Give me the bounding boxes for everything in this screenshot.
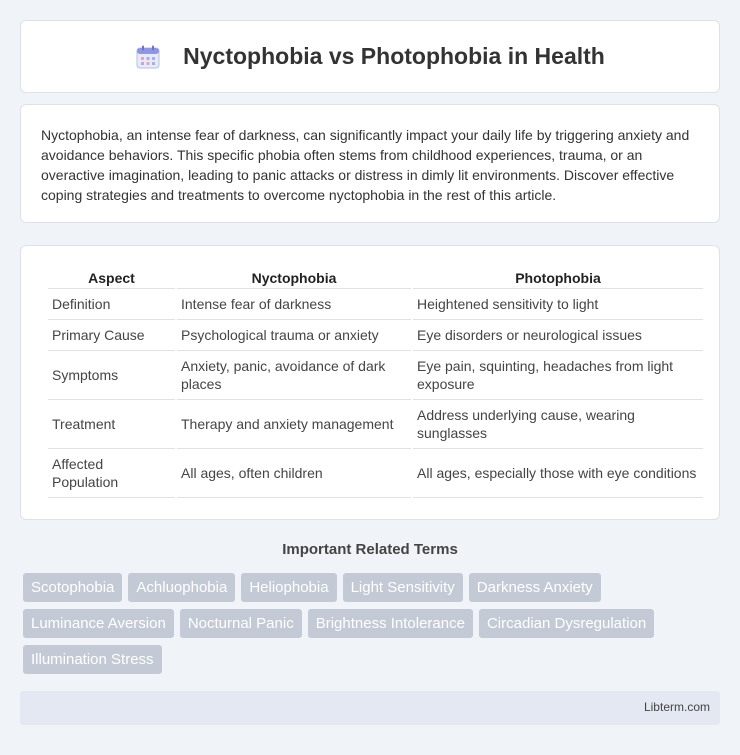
related-term-tag[interactable]: Darkness Anxiety xyxy=(469,573,601,602)
title-card xyxy=(20,20,720,93)
table-cell: Definition xyxy=(48,289,175,320)
table-row xyxy=(48,320,703,351)
comparison-table xyxy=(46,266,705,498)
header-nyctophobia: Nyctophobia xyxy=(177,266,411,289)
related-term-tag[interactable]: Illumination Stress xyxy=(23,645,162,674)
table-cell: All ages, especially those with eye conditions xyxy=(413,449,703,498)
comparison-table-card xyxy=(20,245,720,520)
table-cell: All ages, often children xyxy=(177,449,411,498)
table-cell: Symptoms xyxy=(48,351,175,400)
table-row xyxy=(48,351,703,400)
table-header-row xyxy=(48,266,703,289)
footer-site-link[interactable]: Libterm.com xyxy=(643,700,710,714)
table-cell: Eye disorders or neurological issues xyxy=(413,320,703,351)
related-term-tag[interactable]: Scotophobia xyxy=(23,573,122,602)
table-cell: Eye pain, squinting, headaches from light exposure xyxy=(413,351,703,400)
page-title: Nyctophobia vs Photophobia in Health xyxy=(183,43,605,69)
header-aspect: Aspect xyxy=(48,266,175,289)
related-term-tag[interactable]: Achluophobia xyxy=(128,573,235,602)
related-term-tag[interactable]: Circadian Dysregulation xyxy=(479,609,654,638)
table-cell: Therapy and anxiety management xyxy=(177,400,411,449)
table-cell: Treatment xyxy=(48,400,175,449)
table-cell: Primary Cause xyxy=(48,320,175,351)
table-cell: Psychological trauma or anxiety xyxy=(177,320,411,351)
table-row xyxy=(48,400,703,449)
table-cell: Affected Population xyxy=(48,449,175,498)
intro-paragraph: Nyctophobia, an intense fear of darkness, can significantly impact your daily life by triggering anxiety and avoidance behaviors. This specific phobia often stems from childhood experiences, trauma, or an overactive imagination, leading to panic attacks or distress in dimly lit environments. Discover effective coping strategies and treatments to overcome nyctophobia in the rest of this article. xyxy=(41,127,690,203)
footer xyxy=(20,691,720,725)
intro-card xyxy=(20,104,720,223)
table-row xyxy=(48,449,703,498)
related-term-tag[interactable]: Heliophobia xyxy=(241,573,336,602)
table-row xyxy=(48,289,703,320)
table-cell: Anxiety, panic, avoidance of dark places xyxy=(177,351,411,400)
table-cell: Heightened sensitivity to light xyxy=(413,289,703,320)
table-cell: Intense fear of darkness xyxy=(177,289,411,320)
related-terms-list xyxy=(23,573,723,674)
table-cell: Address underlying cause, wearing sunglasses xyxy=(413,400,703,449)
related-term-tag[interactable]: Brightness Intolerance xyxy=(308,609,473,638)
related-term-tag[interactable]: Light Sensitivity xyxy=(343,573,463,602)
related-term-tag[interactable]: Luminance Aversion xyxy=(23,609,174,638)
header-photophobia: Photophobia xyxy=(413,266,703,289)
related-term-tag[interactable]: Nocturnal Panic xyxy=(180,609,302,638)
related-terms-heading: Important Related Terms xyxy=(282,541,458,558)
calendar-icon xyxy=(135,44,161,70)
